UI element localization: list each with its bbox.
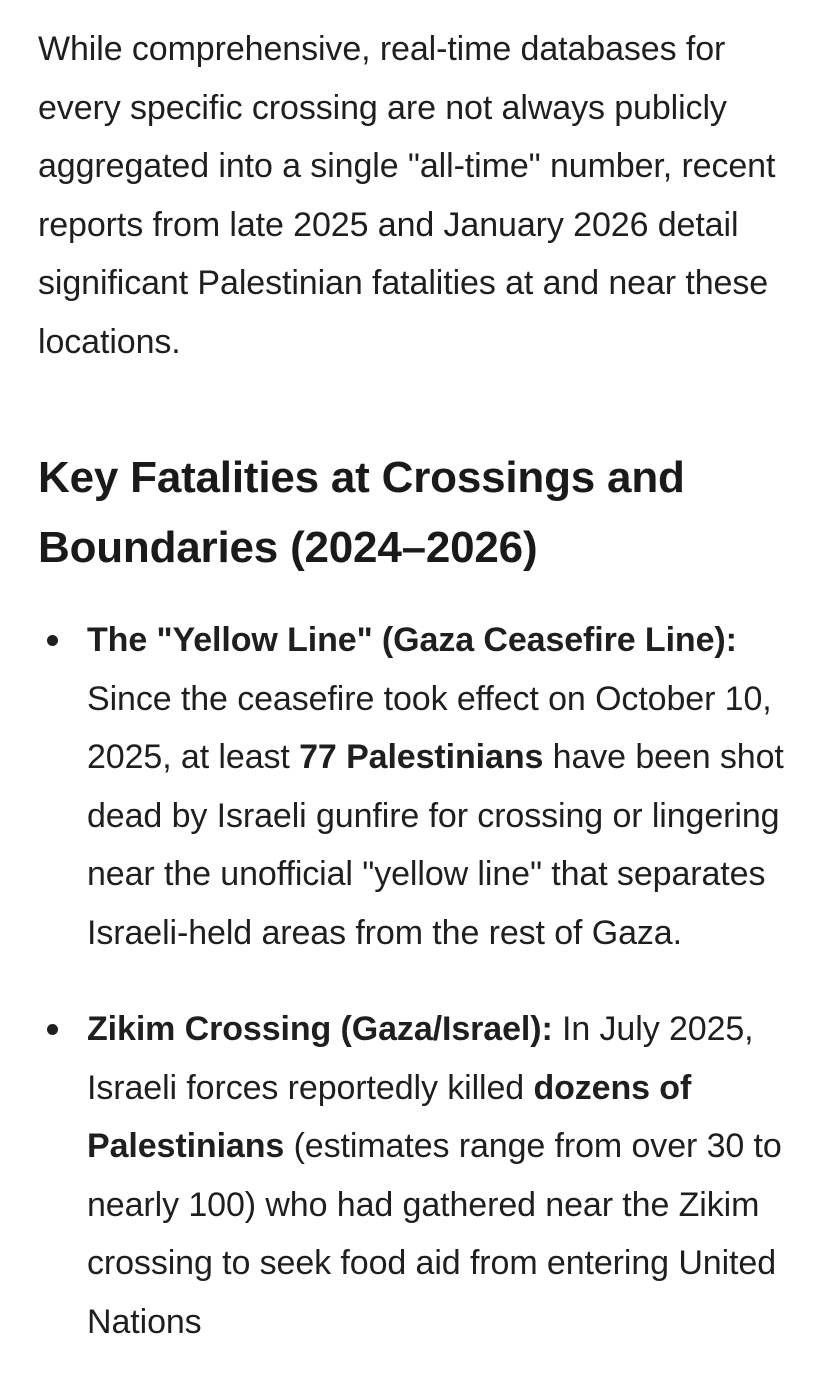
item-text: have been shot dead by Israeli gunfire for crossing or lingering near the unofficial "yellow line" that separates Israeli-held areas from the rest of Gaza. <box>87 738 784 952</box>
bullet-icon <box>47 1024 58 1035</box>
intro-paragraph: While comprehensive, real-time databases for every specific crossing are not always publicly aggregated into a single "all-time" number, recent reports from late 2025 and January 2026 detail significant Palestinian fatalities at and near these locations. <box>38 30 776 361</box>
item-title: Zikim Crossing (Gaza/Israel): <box>87 1010 553 1048</box>
fatalities-list <box>38 611 835 1351</box>
bullet-icon <box>47 635 58 646</box>
section-heading: Key Fatalities at Crossings and Boundaries (2024–2026) <box>38 453 685 572</box>
list-item-yellow-line <box>38 611 822 962</box>
item-text: (estimates range from over 30 to nearly 100) who had gathered near the Zikim crossing to seek food aid from entering United Nations <box>87 1127 782 1341</box>
item-text: Since the ceasefire took effect on October 10, 2025, at least <box>87 679 772 776</box>
item-title: The "Yellow Line" (Gaza Ceasefire Line): <box>87 621 737 659</box>
item-highlight: dozens of Palestinians <box>87 1068 692 1165</box>
item-text: In July 2025, Israeli forces reportedly killed <box>87 1010 754 1107</box>
list-item-zikim-crossing <box>38 1000 822 1351</box>
item-highlight: 77 Palestinians <box>299 738 544 776</box>
